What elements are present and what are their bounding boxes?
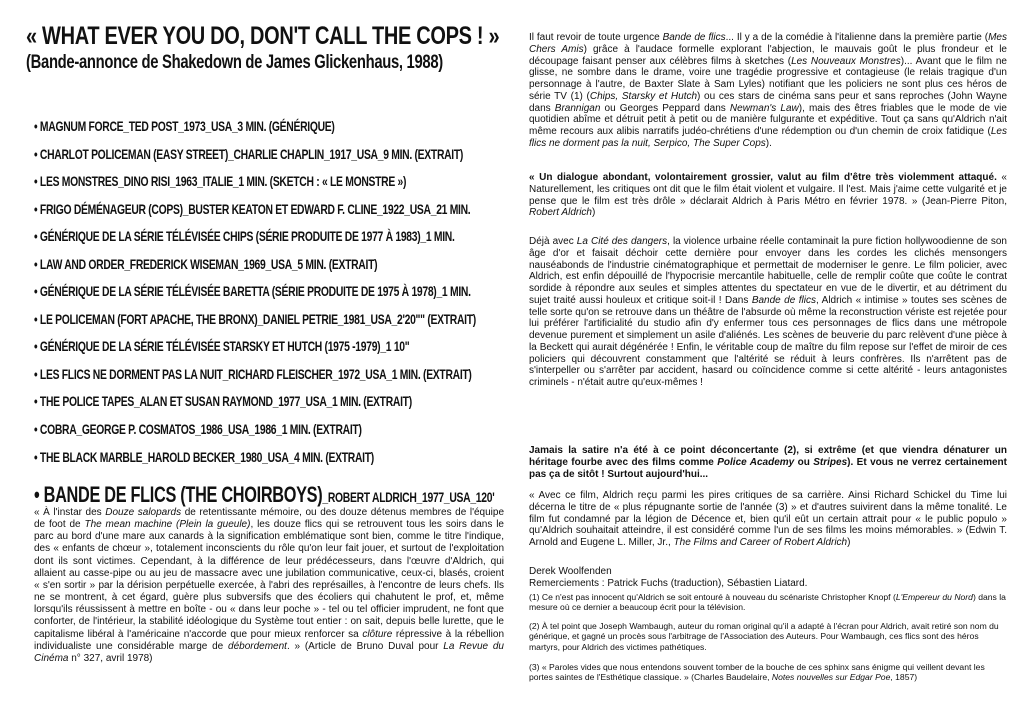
film-item: • FRIGO DÉMÉNAGEUR (COPS)_BUSTER KEATON ET EDWARD F. CLINE_1922_USA_21 MIN.	[34, 201, 476, 229]
film-item: • COBRA_GEORGE P. COSMATOS_1986_USA_1986_1 MIN. (EXTRAIT)	[34, 421, 476, 449]
paragraph-analysis: Déjà avec La Cité des dangers, la violence urbaine réelle contaminait la pure fiction hollywoodienne de son âge d'or et faisait déchoir cette dernière pour envoyer dans les cordes les clichés mensongers nauséabonds de l'industrie cinématographique et permettait de moderniser le genre. Le film policier, avec Aldrich, est enfin dépouillé de l'hypocrisie mercantile habituelle, celle de remplir coûte que coûte le contrat sordide à répondre aux seules et simples attentes du spectateur en vue de le divertir, et au détriment du sujet traité aussi houleux et critique soit-il ! Dans Bande de flics, Aldrich « intimise » toutes ses scènes de telle sorte qu'on se retrouve dans un théâtre de l'absurde où même la reconstruction vériste est rejetée pour lui préférer l'artificialité du studio afin d'y enfermer tous ces personnages de flics dans une métropole devenue purement et simplement un asile d'aliénés. Les scènes de beuverie du parc relèvent d'une pièce à la Beckett qui aurait dégénérée ! Enfin, le véritable coup de maître du film repose sur l'effet de miroir de ces policiers qui découvrent constamment que l'altérité se réduit à leurs confrères. Ils n'arrêtent pas de s'interpeller ou s'arrêter par accident, hasard ou coïncidence comme si cette altérité - leurs antagonistes criminels - n'était autre qu'eux-mêmes !	[529, 236, 1007, 388]
film-item: • LES FLICS NE DORMENT PAS LA NUIT_RICHARD FLEISCHER_1972_USA_1 MIN. (EXTRAIT)	[34, 366, 476, 394]
film-item: • GÉNÉRIQUE DE LA SÉRIE TÉLÉVISÉE CHIPS (SÉRIE PRODUITE DE 1977 À 1983)_1 MIN.	[34, 228, 476, 256]
film-item: • LE POLICEMAN (FORT APACHE, THE BRONX)_DANIEL PETRIE_1981_USA_2'20"" (EXTRAIT)	[34, 311, 476, 339]
footnote-3: (3) « Paroles vides que nous entendons souvent tomber de la bouche de ces sphinx sans énigme qui veillent devant les portes saintes de l'Esthétique classique. » (Charles Baudelaire, Notes nouvelles sur Edgar Poe, 1857)	[529, 662, 985, 683]
paragraph-intro: Il faut revoir de toute urgence Bande de flics... Il y a de la comédie à l'italienne dans la première partie (Mes Chers Amis) grâce à l'audace formelle explorant l'abjection, le mauvais goût le plus frondeur et le découpage faisant penser aux célèbres films à sketches (Les Nouveaux Monstres)... Avant que le film ne glisse, ne sombre dans le drame, voire une tragédie progressive et contagieuse (le relais tragique d'un personnage à l'autre, de Baxter Slate à Sam Lyles) notifiant que les policiers ne sont plus ces héros de série TV (1) (Chips, Starsky et Hutch) ou ces stars de cinéma sans peur et sans reproches (John Wayne dans Brannigan ou Georges Peppard dans Newman's Law), mais des êtres friables que le mode de vie quotidien abîme et détruit petit à petit ou de manière fulgurante et expéditive. Tout ça sans qu'Aldrich n'ait même recours aux alibis narratifs judéo-chrétiens d'une rédemption ou d'un chemin de croix fatidique (Les flics ne dorment pas la nuit, Serpico, The Super Cops).	[529, 32, 1008, 149]
feature-film-review: « À l'instar des Douze salopards de retentissante mémoire, ou des douze détenus membres de l'équipe de foot de The mean machine (Plein la gueule), les douze flics qui se retrouvent tous les soirs dans le parc au bord d'une mare aux canards à la signification emblématique sont bien, comme le titre l'indique, des « enfants de chœur », totalement inconscients du rôle qu'on leur fait jouer, et surtout de l'exploitation dont ils sont victimes. Cependant, à la différence de leur prédécesseurs, dans l'œuvre d'Aldrich, qui allaient au casse-pipe ou au jeu de massacre avec une jubilation communicative, ceux-ci, blasés, croient « s'en sortir » par la dérision perpétuelle exercée, à l'abri des représailles, à l'encontre de leurs chefs. Ils ne se montrent, à cet égard, guère plus subversifs que des écoliers qui chahutent le prof, et, même lorsqu'ils réussissent à mettre en boîte - ou « dans leur poche » - tel ou tel officier imprudent, ne font que conforter, de l'intérieur, la stabilité idéologique du Système tout entier : on sait, depuis belle lurette, que le capitalisme libéral à l'américaine n'accorde que pour mieux renforcer sa clôture répressive à la rébellion individualiste une considérable marge de débordement. » (Article de Bruno Duval pour La Revue du Cinéma n° 327, avril 1978)	[34, 507, 505, 664]
feature-film-details: _ROBERT ALDRICH_1977_USA_120'	[322, 489, 495, 505]
paragraph-dialogue-quote: « Un dialogue abondant, volontairement grossier, valut au film d'être très violemment attaqué. « Naturellement, les critiques ont dit que le film était violent et vulgaire. Il l'est. Mais j'aime cette vulgarité et je pense que le film est très drôle » déclarait Aldrich à Paris Métro en février 1978. » (Jean-Pierre Piton, Robert Aldrich)	[529, 172, 1007, 219]
credits	[529, 566, 1007, 590]
film-item: • THE POLICE TAPES_ALAN ET SUSAN RAYMOND_1977_USA_1 MIN. (EXTRAIT)	[34, 393, 476, 421]
footnote-1: (1) Ce n'est pas innocent qu'Aldrich se soit entouré à nouveau du scénariste Christopher Knopf (L'Empereur du Nord) dans la mesure où ce dernier a beaucoup écrit pour la télévision.	[529, 592, 1006, 613]
acknowledgements: Remerciements : Patrick Fuchs (traduction), Sébastien Liatard.	[529, 577, 808, 589]
paragraph-satire: Jamais la satire n'a été à ce point déconcertante (2), si extrême (et que viendra dénaturer un héritage fourbe avec des films comme Police Academy ou Stripes). Et vous ne verrez certainement pas ça de sitôt ! Surtout aujourd'hui...	[529, 445, 1007, 480]
page-title: « WHAT EVER YOU DO, DON'T CALL THE COPS ! »	[26, 22, 500, 50]
film-item: • CHARLOT POLICEMAN (EASY STREET)_CHARLIE CHAPLIN_1917_USA_9 MIN. (EXTRAIT)	[34, 146, 476, 174]
film-item: • GÉNÉRIQUE DE LA SÉRIE TÉLÉVISÉE BARETTA (SÉRIE PRODUITE DE 1975 À 1978)_1 MIN.	[34, 283, 476, 311]
film-item: • THE BLACK MARBLE_HAROLD BECKER_1980_USA_4 MIN. (EXTRAIT)	[34, 449, 476, 477]
page-subtitle: (Bande-annonce de Shakedown de James Glickenhaus, 1988)	[26, 52, 443, 73]
film-item: • LES MONSTRES_DINO RISI_1963_ITALIE_1 MIN. (SKETCH : « LE MONSTRE »)	[34, 173, 476, 201]
paragraph-critics-quote: « Avec ce film, Aldrich reçu parmi les pires critiques de sa carrière. Ainsi Richard Schickel du Time lui décerna le titre de « plus répugnante sortie de l'année (3) » et d'autres suivirent dans la même tonalité. Le film fut condamné par la légion de Décence et, bien qu'il eût un certain attrait pour « le public populo » qu'Aldrich souhaitait atteindre, il est considéré comme l'un de ses films les moins mémorables. » (Edwin T. Arnold and Eugene L. Miller, Jr., The Films and Career of Robert Aldrich)	[529, 490, 1007, 548]
film-item: • MAGNUM FORCE_TED POST_1973_USA_3 MIN. (GÉNÉRIQUE)	[34, 118, 476, 146]
feature-film-title: • BANDE DE FLICS (THE CHOIRBOYS)	[34, 482, 323, 507]
film-item: • GÉNÉRIQUE DE LA SÉRIE TÉLÉVISÉE STARSKY ET HUTCH (1975 -1979)_1 10"	[34, 338, 476, 366]
film-item: • LAW AND ORDER_FREDERICK WISEMAN_1969_USA_5 MIN. (EXTRAIT)	[34, 256, 476, 284]
footnote-2: (2) À tel point que Joseph Wambaugh, auteur du roman original qu'il a adapté à l'écran pour Aldrich, avait retiré son nom du générique, et gagné un procès sous l'arbitrage de l'Association des Auteurs. Pour Wambaugh, ces flics sont des héros martyrs, pour Aldrich des victimes pathétiques.	[529, 621, 999, 652]
feature-film-heading	[34, 482, 494, 508]
author-name: Derek Woolfenden	[529, 566, 612, 577]
